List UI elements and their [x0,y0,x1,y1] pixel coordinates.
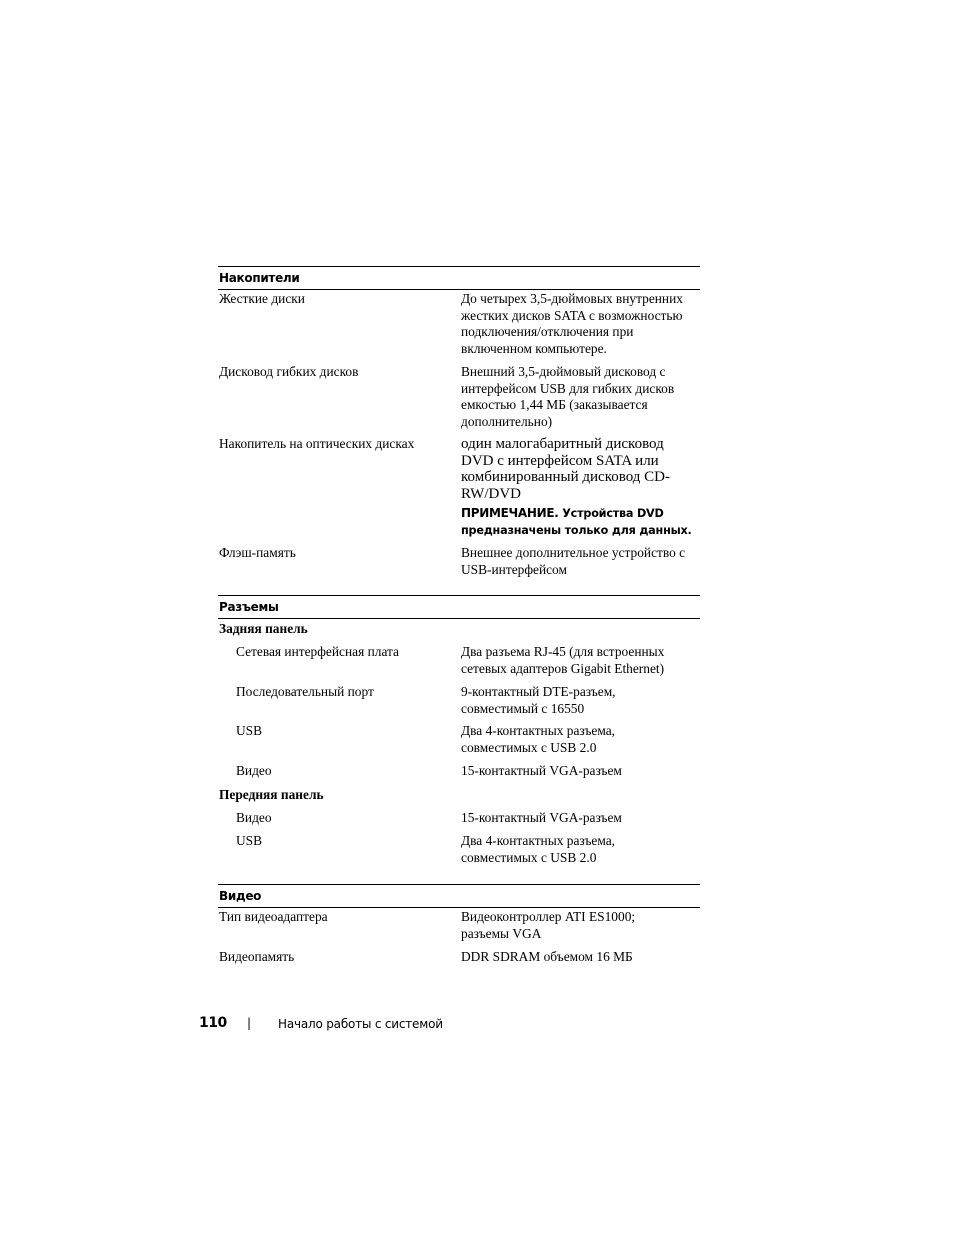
note-block [461,505,701,539]
spec-value-video-front: 15-контактный VGA-разъем [461,810,622,825]
section-header-connectors [218,595,700,619]
section-header-storage [218,266,700,290]
spec-value-video-memory: DDR SDRAM объемом 16 МБ [461,949,633,964]
section-header-video [218,884,700,908]
note-label: ПРИМЕЧАНИЕ. [461,506,559,520]
chapter-title: Начало работы с системой [278,1017,443,1031]
section-title: Разъемы [219,600,279,614]
spec-value-video-rear: 15-контактный VGA-разъем [461,763,622,778]
note-text: Устройства DVD предназначены только для данных. [461,507,692,537]
spec-value-serial: 9-контактный DTE-разъем, совместимый с 16550 [461,684,616,716]
spec-value-flash: Внешнее дополнительное устройство с USB-интерфейсом [461,545,686,577]
spec-label-hard-drives: Жесткие диски [219,291,305,306]
footer-separator: | [247,1016,252,1030]
spec-label-video-front: Видео [236,810,272,825]
subsection-rear-panel: Задняя панель [219,621,308,636]
spec-label-video-memory: Видеопамять [219,949,295,964]
spec-label-nic: Сетевая интерфейсная плата [236,644,400,659]
section-title: Накопители [219,271,300,285]
spec-label-video-rear: Видео [236,763,272,778]
spec-value-usb-front: Два 4-контактных разъема, совместимых с USB 2.0 [461,833,615,865]
spec-value-usb-rear: Два 4-контактных разъема, совместимых с USB 2.0 [461,723,615,755]
spec-label-usb-front: USB [236,833,263,848]
spec-label-flash: Флэш-память [219,545,296,560]
spec-label-optical: Накопитель на оптических дисках [219,436,415,451]
spec-value-hard-drives: До четырех 3,5-дюймовых внутренних жестких дисков SATA с возможностью подключения/отключения при включенном компьютере. [461,291,683,356]
spec-label-usb-rear: USB [236,723,263,738]
spec-value-floppy: Внешний 3,5-дюймовый дисковод с интерфейсом USB для гибких дисков емкостью 1,44 МБ (заказывается дополнительно) [461,364,675,429]
spec-value-video-type: Видеоконтроллер ATI ES1000; разъемы VGA [461,909,636,941]
subsection-front-panel: Передняя панель [219,787,324,802]
section-title: Видео [219,889,262,903]
spec-label-video-type: Тип видеоадаптера [219,909,328,924]
spec-value-nic: Два разъема RJ-45 (для встроенных сетевых адаптеров Gigabit Ethernet) [461,644,665,676]
spec-label-floppy: Дисковод гибких дисков [219,364,359,379]
spec-value-optical: один малогабаритный дисковод DVD с интерфейсом SATA или комбинированный дисковод CD-RW/DVD [461,436,671,502]
page-number: 110 [199,1015,227,1031]
spec-label-serial: Последовательный порт [236,684,374,699]
